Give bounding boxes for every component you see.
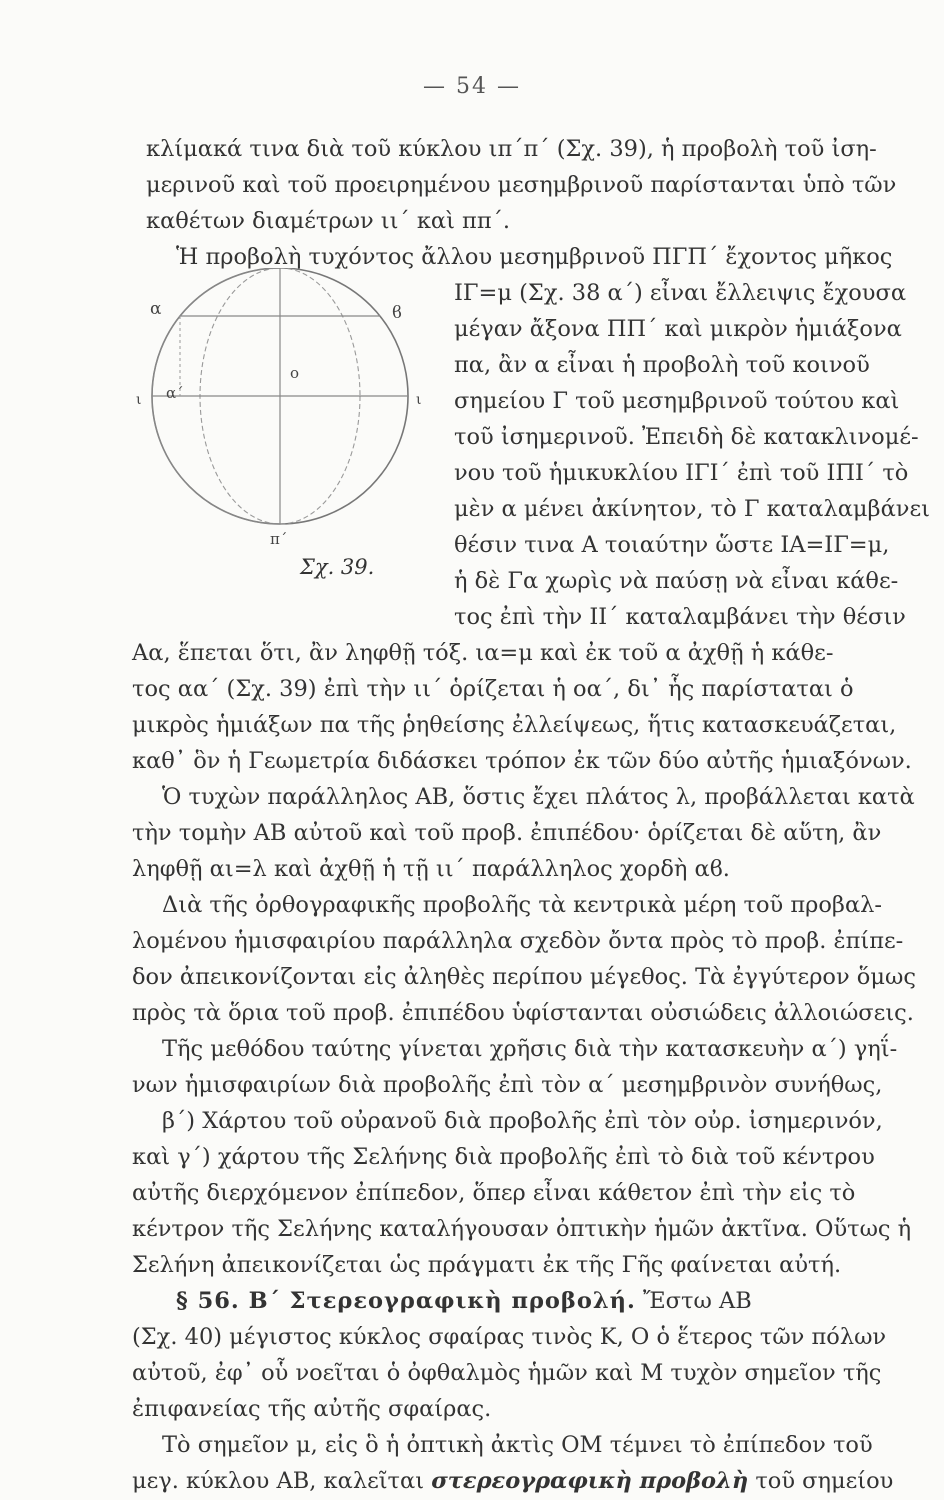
text-line: μερινοῦ καὶ τοῦ προειρημένου μεσημβρινοῦ παρίστανται ὑπὸ τῶν [146,172,897,198]
text-line-with-term [132,1466,893,1496]
text-line: ἡ δὲ Γα χωρὶς νὰ παύσῃ νὰ εἶναι κάθε- [454,568,899,594]
text-line: Τὸ σημεῖον μ, εἰς ὃ ἡ ὀπτικὴ ἀκτὶς ΟΜ τέμνει τὸ ἐπίπεδον τοῦ [162,1432,873,1458]
label-left-mid: α΄ [166,384,184,402]
section-heading-continuation: Ἔστω ΑΒ [643,1288,752,1314]
figure-39 [130,268,430,588]
text-line: τος αα΄ (Σχ. 39) ἐπὶ τὴν ιι΄ ὁρίζεται ἡ οα΄, δι᾽ ἧς παρίσταται ὁ [132,676,854,702]
text-fragment: τοῦ σημείου [755,1468,894,1494]
label-left-upper: α [150,299,162,319]
text-line: νων ἡμισφαιρίων διὰ προβολῆς ἐπὶ τὸν α΄ μεσημβρινὸν συνήθως, [132,1072,883,1098]
text-line: ΙΓ=μ (Σχ. 38 α΄) εἶναι ἔλλειψις ἔχουσα [454,280,907,306]
section-heading: § 56. Β΄ Στερεογραφικὴ προβολή. [176,1288,636,1314]
page-number: — 54 — [423,74,521,99]
ellipse-diagram [130,268,430,588]
defined-term: στερεογραφικὴ προβολὴ [431,1468,749,1494]
figure-caption: Σχ. 39. [300,555,375,579]
label-right-upper: ϐ [392,303,402,323]
text-line: κλίμακά τινα διὰ τοῦ κύκλου ιπ΄π΄ (Σχ. 39), ἡ προβολὴ τοῦ ἰση- [146,136,877,162]
text-line: ἐπιφανείας τῆς αὐτῆς σφαίρας. [132,1396,492,1422]
text-line: δον ἀπεικονίζονται εἰς ἀληθὲς περίπου μέγεθος. Τὰ ἐγγύτερον ὅμως [132,964,916,990]
text-fragment: μεγ. κύκλου ΑΒ, καλεῖται [132,1468,425,1494]
text-line: νου τοῦ ἡμικυκλίου ΙΓΙ΄ ἐπὶ τοῦ ΙΠΙ΄ τὸ [454,460,909,486]
text-line: Αα, ἕπεται ὅτι, ἂν ληφθῇ τόξ. ια=μ καὶ ἐκ τοῦ α ἀχθῇ ἡ κάθε- [132,640,834,666]
text-line: Διὰ τῆς ὀρθογραφικῆς προβολῆς τὰ κεντρικὰ μέρη τοῦ προβαλ- [162,892,882,918]
label-top [276,268,286,270]
text-line: αὐτῆς διερχόμενον ἐπίπεδον, ὅπερ εἶναι κάθετον ἐπὶ τὴν εἰς τὸ [132,1180,856,1206]
text-line: ληφθῇ αι=λ καὶ ἀχθῇ ἡ τῇ ιι΄ παράλληλος χορδὴ αϐ. [132,856,730,882]
text-line: τὴν τομὴν ΑΒ αὐτοῦ καὶ τοῦ προβ. ἐπιπέδου· ὁρίζεται δὲ αὕτη, ἂν [132,820,882,846]
text-line: μικρὸς ἡμιάξων πα τῆς ῥηθείσης ἐλλείψεως, ἥτις κατασκευάζεται, [132,712,897,738]
text-line: θέσιν τινα Α τοιαύτην ὥστε ΙΑ=ΙΓ=μ, [454,532,890,558]
text-line: κέντρον τῆς Σελήνης καταλήγουσαν ὀπτικὴν ἡμῶν ἀκτῖνα. Οὕτως ἡ [132,1216,912,1242]
text-line: Σελήνη ἀπεικονίζεται ὡς πράγματι ἐκ τῆς Γῆς φαίνεται αὐτή. [132,1252,842,1278]
section-heading-line [176,1286,752,1316]
text-line: λομένου ἡμισφαιρίου παράλληλα σχεδὸν ὄντα πρὸς τὸ προβ. ἐπίπε- [132,928,904,954]
text-line: μέγαν ἄξονα ΠΠ΄ καὶ μικρὸν ἡμιάξονα [454,316,902,342]
text-line: αὐτοῦ, ἐφ᾽ οὗ νοεῖται ὁ ὀφθαλμὸς ἡμῶν καὶ Μ τυχὸν σημεῖον τῆς [132,1360,882,1386]
text-line: Ὁ τυχὼν παράλληλος ΑΒ, ὅστις ἔχει πλάτος λ, προβάλλεται κατὰ [162,784,915,810]
text-line: μὲν α μένει ἀκίνητον, τὸ Γ καταλαμβάνει [454,496,930,522]
text-line: Ἡ προβολὴ τυχόντος ἄλλου μεσημβρινοῦ ΠΓΠ΄ ἔχοντος μῆκος [176,244,893,270]
text-line: τοῦ ἰσημερινοῦ. Ἐπειδὴ δὲ κατακλινομέ- [454,424,919,450]
text-line: Τῆς μεθόδου ταύτης γίνεται χρῆσις διὰ τὴν κατασκευὴν α΄) γηΐ- [162,1036,898,1062]
label-bottom: π΄ [270,530,288,548]
label-center: o [290,364,300,382]
label-tick-left: ι [136,392,142,408]
text-line: πρὸς τὰ ὅρια τοῦ προβ. ἐπιπέδου ὑφίστανται οὐσιώδεις ἀλλοιώσεις. [132,1000,914,1026]
text-line: καὶ γ΄) χάρτου τῆς Σελήνης διὰ προβολῆς ἐπὶ τὸ διὰ τοῦ κέντρου [132,1144,875,1170]
text-line: καθ᾽ ὃν ἡ Γεωμετρία διδάσκει τρόπον ἐκ τῶν δύο αὐτῆς ἡμιαξόνων. [132,748,912,774]
text-line: σημείου Γ τοῦ μεσημβρινοῦ τούτου καὶ [454,388,900,414]
text-line: πα, ἂν α εἶναι ἡ προβολὴ τοῦ κοινοῦ [454,352,870,378]
text-line: β΄) Χάρτου τοῦ οὐρανοῦ διὰ προβολῆς ἐπὶ τὸν οὐρ. ἰσημερινόν, [162,1108,883,1134]
text-line: καθέτων διαμέτρων ιι΄ καὶ ππ΄. [146,208,511,234]
label-tick-right: ι [416,392,422,408]
text-line: (Σχ. 40) μέγιστος κύκλος σφαίρας τινὸς Κ, Ο ὁ ἕτερος τῶν πόλων [132,1324,887,1350]
text-line: τος ἐπὶ τὴν ΙΙ΄ καταλαμβάνει τὴν θέσιν [454,604,906,630]
